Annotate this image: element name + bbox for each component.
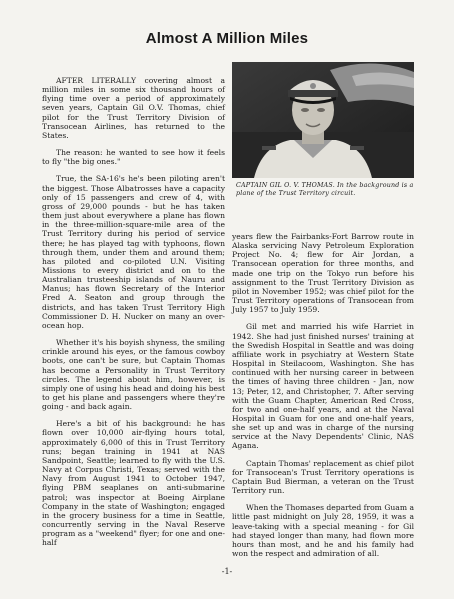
portrait-photo [232,62,414,178]
left-column [42,76,225,556]
paragraph: Whether it's his boyish shyness, the smiling crinkle around his eyes, or the famous cowboy boots, one can't be sure, but Captain Thomas has become a Personality in Trust Territory circles. The legend about him, however, is simply one of using his head and doing his best to get his plane and passengers where they're going - and back again. [42,338,225,412]
page-number: -1- [221,567,233,576]
paragraph: Captain Thomas' replacement as chief pilot for Transocean's Trust Territory operations is Captain Bud Bierman, a veteran on the Trust Territory run. [232,458,414,496]
paragraph: When the Thomases departed from Guam a little past midnight on July 28, 1959, it was a leave-taking with a special meaning - for Gil had stayed longer than many, had flown more hours than most, and he and his family had won the respect and admiration of all. [232,503,414,558]
right-column [232,232,414,566]
pilot-portrait-image [232,62,414,178]
paragraph: Gil met and married his wife Harriet in 1942. She had just finished nurses' training at the Swedish Hospital in Seattle and was doing affiliate work in psychiatry at Western State Hospital in Steilacoom, Washington. She has continued with her nursing career in between the times of having three children - Jan, now 13; Peter, 12, and Christopher, 7. After serving with the Guam Chapter, American Red Cross, for two and one-half years, and at the Naval Hospital in Guam for one and one-half years, she set up and was in charge of the nursing service at the Navy Dependents' Clinic, NAS Agana. [232,322,414,451]
paragraph: True, the SA-16's he's been piloting aren't the biggest. Those Albatrosses have a capacity only of 15 passengers and crew of 4, with gross of 29,000 pounds - but he has taken them just about everywhere a plane has flown in the three-million-square-mile area of the Trust Territory during his period of service there; he has played tag with typhoons, flown through them, under them and around them; has piloted and co-piloted U.N. Visiting Missions to every district and on to the Australian trusteeship islands of Nauru and Manus; has flown Secretary of the Interior Fred A. Seaton and group through the districts, and has taken Trust Territory High Commissioner D. H. Nucker on many an over-ocean hop. [42,174,225,330]
paragraph: Here's a bit of his background: he has flown over 10,000 air-flying hours total, approximately 6,000 of this in Trust Territory runs; began training in 1941 at NAS Sandpoint, Seattle; learned to fly with the U.S. Navy at Corpus Christi, Texas; served with the Navy from August 1941 to October 1947, flying PBM seaplanes on anti-submarine patrol; was inspector at Boeing Airplane Company in the state of Washington; engaged in the grocery business for a time in Seattle, concurrently serving in the Naval Reserve program as a "weekend" flyer; for one and one-half [42,419,225,548]
paragraph: The reason: he wanted to see how it feels to fly "the big ones." [42,148,225,167]
photo-caption: CAPTAIN GIL O. V. THOMAS. In the background is a plane of the Trust Territory circuit. [236,182,414,197]
paragraph: years flew the Fairbanks-Fort Barrow route in Alaska servicing Navy Petroleum Exploration Project No. 4; flew for Air Jordan, a Transocean operation for three months, and made one trip on the Tokyo run before his assignment to the Trust Territory Division as pilot in November 1952; was chief pilot for the Trust Territory operations of Transocean from July 1957 to July 1959. [232,232,414,315]
paragraph: AFTER LITERALLY covering almost a million miles in some six thousand hours of flying time over a period of approximately seven years, Captain Gil O.V. Thomas, chief pilot for the Trust Territory Division of Transocean Airlines, has returned to the States. [42,76,225,140]
article-title: Almost A Million Miles [145,30,309,47]
